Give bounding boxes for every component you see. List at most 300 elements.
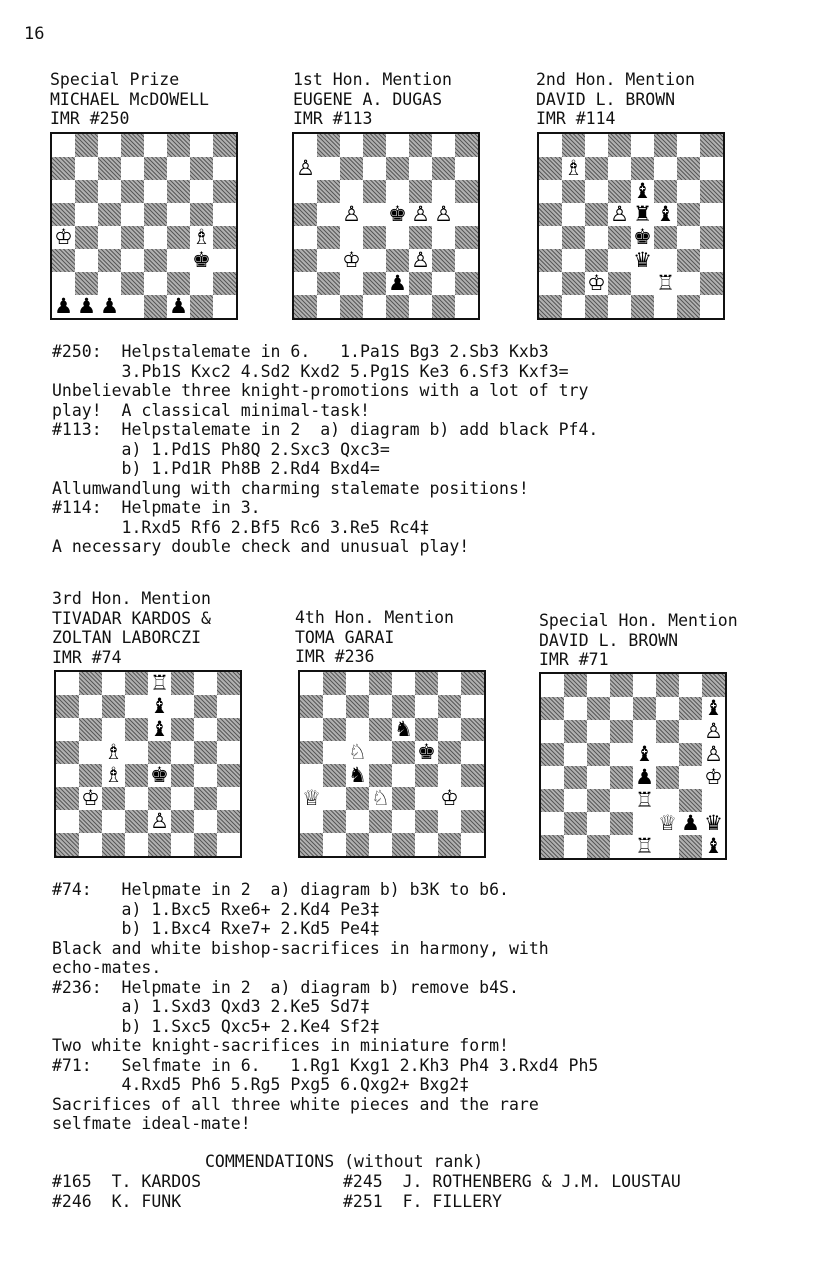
board-square [194, 672, 217, 695]
board-square [79, 672, 102, 695]
top-chess-diagram-3 [537, 132, 725, 320]
board-square [56, 741, 79, 764]
board-square [392, 764, 415, 787]
board-square [171, 764, 194, 787]
board-square [121, 272, 144, 295]
board-square [121, 249, 144, 272]
board-square [562, 203, 585, 226]
board-square [585, 134, 608, 157]
board-square [75, 157, 98, 180]
board-square [432, 134, 455, 157]
board-square [541, 812, 564, 835]
commendation-entry: #251 F. FILLERY [343, 1191, 502, 1211]
board-square [539, 134, 562, 157]
board-square [677, 180, 700, 203]
board-square [144, 226, 167, 249]
board-square [587, 812, 610, 835]
board-square [455, 272, 478, 295]
board-square [677, 272, 700, 295]
board-square [144, 295, 167, 318]
board-square [52, 249, 75, 272]
board-square [98, 249, 121, 272]
board-square [438, 718, 461, 741]
board-square [125, 810, 148, 833]
solution-line: 3.Pb1S Kxc2 4.Sd2 Kxd2 5.Pg1S Ke3 6.Sf3 Kxf3= [52, 361, 569, 381]
board-square [415, 672, 438, 695]
chess-piece-e6: ♝ [633, 179, 652, 203]
board-square [562, 295, 585, 318]
board-square [587, 674, 610, 697]
heading-line: TOMA GARAI [295, 627, 395, 647]
board-square [654, 134, 677, 157]
board-square [125, 833, 148, 856]
chess-piece-f3: ♙ [411, 248, 430, 272]
chess-piece-f1: ♟ [169, 294, 188, 318]
board-square [98, 203, 121, 226]
board-square [369, 695, 392, 718]
chess-piece-g3: ♚ [190, 249, 213, 272]
board-square [562, 226, 585, 249]
board-square [585, 249, 608, 272]
board-square [56, 695, 79, 718]
board-square [79, 695, 102, 718]
board-square [386, 157, 409, 180]
board-square [167, 272, 190, 295]
top-heading-1 [50, 70, 209, 129]
chess-piece-e4: ♚ [633, 225, 652, 249]
board-square [438, 764, 461, 787]
board-square [700, 157, 723, 180]
board-square [369, 672, 392, 695]
board-square [79, 810, 102, 833]
board-square [392, 810, 415, 833]
board-square [677, 157, 700, 180]
board-square [102, 695, 125, 718]
board-square [585, 157, 608, 180]
top-chess-diagram-1 [50, 132, 238, 320]
board-square [409, 272, 432, 295]
board-square [608, 180, 631, 203]
board-square [633, 697, 656, 720]
board-square [75, 180, 98, 203]
solution-line: b) 1.Bxc4 Rxe7+ 2.Kd5 Pe4‡ [52, 919, 380, 938]
board-square [654, 180, 677, 203]
board-square [700, 203, 723, 226]
board-square [167, 157, 190, 180]
board-square [363, 180, 386, 203]
heading-line: IMR #71 [539, 650, 609, 669]
board-square [415, 833, 438, 856]
board-square [121, 295, 144, 318]
board-square [562, 249, 585, 272]
board-square [562, 180, 585, 203]
board-square [409, 226, 432, 249]
board-square [392, 741, 415, 764]
board-square [52, 134, 75, 157]
board-square [171, 695, 194, 718]
board-square [121, 180, 144, 203]
board-square [56, 672, 79, 695]
chess-piece-c2: ♔ [587, 271, 606, 295]
board-square [217, 741, 240, 764]
board-square [700, 249, 723, 272]
board-square [633, 812, 656, 835]
board-square [171, 741, 194, 764]
board-square [386, 226, 409, 249]
chess-piece-e7: ♝ [148, 695, 171, 718]
board-square [217, 810, 240, 833]
board-square [148, 787, 171, 810]
board-square [340, 180, 363, 203]
board-square [656, 835, 679, 858]
solution-line: #236: Helpmate in 2 a) diagram b) remove b4S. [52, 977, 519, 997]
board-square [171, 787, 194, 810]
board-square [631, 272, 654, 295]
board-square [409, 134, 432, 157]
chess-piece-e5: ♚ [386, 203, 409, 226]
board-square [587, 766, 610, 789]
board-square [631, 295, 654, 318]
board-square [677, 226, 700, 249]
board-square [564, 766, 587, 789]
board-square [300, 718, 323, 741]
chess-piece-g5: ♙ [432, 203, 455, 226]
board-square [461, 718, 484, 741]
chess-piece-e5: ♜ [631, 203, 654, 226]
board-square [300, 695, 323, 718]
chess-piece-a7: ♙ [294, 157, 317, 180]
board-square [677, 295, 700, 318]
board-square [702, 789, 725, 812]
solution-line: 1.Rxd5 Rf6 2.Bf5 Rc6 3.Re5 Rc4‡ [52, 517, 430, 537]
solution-line: Sacrifices of all three white pieces and the rare [52, 1094, 539, 1114]
board-square [587, 789, 610, 812]
board-square [125, 741, 148, 764]
board-square [539, 203, 562, 226]
board-square [300, 764, 323, 787]
board-square [679, 720, 702, 743]
board-square [610, 812, 633, 835]
board-square [56, 764, 79, 787]
board-square [52, 203, 75, 226]
board-square [167, 134, 190, 157]
board-square [587, 720, 610, 743]
board-square [317, 203, 340, 226]
solution-line: b) 1.Pd1R Ph8B 2.Rd4 Bxd4= [52, 459, 380, 478]
solution-line: Unbelievable three knight-promotions with a lot of try [52, 381, 589, 400]
board-square [79, 833, 102, 856]
heading-line: 1st Hon. Mention [293, 70, 452, 89]
chess-piece-c4: ♞ [348, 763, 367, 787]
board-square [562, 272, 585, 295]
chess-piece-b3: ♔ [81, 786, 100, 810]
board-square [455, 249, 478, 272]
board-square [432, 295, 455, 318]
board-square [121, 134, 144, 157]
board-square [539, 157, 562, 180]
board-square [144, 180, 167, 203]
bottom-heading-1 [52, 589, 211, 667]
board-square [125, 672, 148, 695]
commendations-col-1 [52, 1172, 201, 1211]
board-square [346, 718, 369, 741]
chess-piece-h2: ♛ [702, 812, 725, 835]
board-square [564, 835, 587, 858]
board-square [432, 157, 455, 180]
board-square [194, 833, 217, 856]
heading-line: MICHAEL McDOWELL [50, 89, 209, 109]
chess-piece-c4: ♗ [104, 763, 123, 787]
board-square [461, 764, 484, 787]
board-square [213, 203, 236, 226]
board-square [654, 295, 677, 318]
board-square [432, 272, 455, 295]
heading-line: ZOLTAN LABORCZI [52, 628, 202, 647]
board-square [102, 787, 125, 810]
board-square [432, 249, 455, 272]
chess-piece-d3: ♘ [371, 786, 390, 810]
board-square [217, 833, 240, 856]
board-square [679, 674, 702, 697]
board-square [167, 203, 190, 226]
board-square [608, 295, 631, 318]
board-square [585, 295, 608, 318]
board-square [656, 697, 679, 720]
board-square [56, 833, 79, 856]
board-square [541, 766, 564, 789]
board-square [125, 764, 148, 787]
board-square [455, 295, 478, 318]
board-square [144, 203, 167, 226]
board-square [125, 787, 148, 810]
board-square [631, 134, 654, 157]
solution-line: #114: Helpmate in 3. [52, 498, 261, 517]
board-square [167, 226, 190, 249]
board-square [461, 672, 484, 695]
board-square [363, 272, 386, 295]
board-square [79, 718, 102, 741]
solution-line: 4.Rxd5 Ph6 5.Rg5 Pxg5 6.Qxg2+ Bxg2‡ [52, 1075, 470, 1094]
board-square [98, 134, 121, 157]
board-square [194, 741, 217, 764]
board-square [171, 810, 194, 833]
board-square [121, 203, 144, 226]
board-square [323, 695, 346, 718]
board-square [585, 180, 608, 203]
board-square [700, 226, 723, 249]
bottom-chess-diagram-2 [298, 670, 486, 858]
board-square [539, 180, 562, 203]
board-square [610, 789, 633, 812]
board-square [363, 157, 386, 180]
board-square [608, 272, 631, 295]
board-square [564, 720, 587, 743]
board-square [75, 249, 98, 272]
chess-piece-g4: ♗ [192, 225, 211, 249]
board-square [363, 134, 386, 157]
board-square [564, 697, 587, 720]
board-square [562, 134, 585, 157]
board-square [171, 833, 194, 856]
board-square [98, 157, 121, 180]
board-square [702, 674, 725, 697]
board-square [700, 272, 723, 295]
board-square [438, 810, 461, 833]
board-square [564, 812, 587, 835]
top-heading-2 [293, 70, 452, 129]
chess-piece-e4: ♟ [635, 765, 654, 789]
top-chess-diagram-2 [292, 132, 480, 320]
board-square [340, 134, 363, 157]
board-square [190, 157, 213, 180]
board-square [539, 249, 562, 272]
heading-line: 4th Hon. Mention [295, 608, 454, 627]
bottom-chess-diagram-3 [539, 672, 727, 860]
solution-line: a) 1.Pd1S Ph8Q 2.Sxc3 Qxc3= [52, 439, 390, 459]
board-square [438, 672, 461, 695]
chess-piece-e4: ♚ [150, 763, 169, 787]
board-square [171, 718, 194, 741]
chess-piece-c3: ♔ [340, 249, 363, 272]
solution-line: Black and white bishop-sacrifices in harmony, with [52, 938, 549, 958]
bottom-heading-2 [295, 608, 454, 667]
board-square [190, 203, 213, 226]
commendation-entry: #245 J. ROTHENBERG & J.M. LOUSTAU [343, 1172, 681, 1191]
board-square [386, 249, 409, 272]
board-square [455, 134, 478, 157]
board-square [317, 157, 340, 180]
board-square [56, 718, 79, 741]
commendation-entry: #165 T. KARDOS [52, 1172, 202, 1191]
board-square [194, 810, 217, 833]
board-square [656, 743, 679, 766]
board-square [415, 718, 438, 741]
chess-piece-g3: ♔ [438, 787, 461, 810]
board-square [656, 674, 679, 697]
board-square [363, 203, 386, 226]
board-square [461, 833, 484, 856]
board-square [190, 295, 213, 318]
board-square [294, 272, 317, 295]
board-square [125, 718, 148, 741]
board-square [633, 674, 656, 697]
heading-line: Special Hon. Mention [539, 611, 738, 630]
chess-piece-e5: ♝ [633, 743, 656, 766]
board-square [190, 134, 213, 157]
board-square [340, 157, 363, 180]
board-square [144, 157, 167, 180]
board-square [409, 295, 432, 318]
board-square [608, 134, 631, 157]
board-square [386, 295, 409, 318]
board-square [317, 272, 340, 295]
solution-line: selfmate ideal-mate! [52, 1114, 251, 1133]
board-square [56, 787, 79, 810]
board-square [409, 180, 432, 203]
board-square [564, 674, 587, 697]
chess-piece-b7: ♗ [564, 156, 583, 180]
board-square [363, 249, 386, 272]
board-square [455, 180, 478, 203]
board-square [213, 157, 236, 180]
board-square [300, 833, 323, 856]
board-square [317, 295, 340, 318]
board-square [52, 180, 75, 203]
board-square [608, 226, 631, 249]
board-square [194, 787, 217, 810]
solution-line: #250: Helpstalemate in 6. 1.Pa1S Bg3 2.Sb3 Kxb3 [52, 342, 549, 361]
board-square [346, 833, 369, 856]
board-square [363, 226, 386, 249]
board-square [432, 226, 455, 249]
board-square [369, 833, 392, 856]
board-square [369, 741, 392, 764]
heading-line: IMR #236 [295, 647, 375, 666]
chess-piece-e3: ♛ [631, 249, 654, 272]
board-square [148, 833, 171, 856]
board-square [369, 764, 392, 787]
board-square [656, 766, 679, 789]
board-square [386, 134, 409, 157]
board-square [654, 226, 677, 249]
board-square [415, 787, 438, 810]
board-square [392, 695, 415, 718]
board-square [587, 835, 610, 858]
board-square [340, 226, 363, 249]
board-square [52, 272, 75, 295]
chess-piece-f2: ♕ [656, 812, 679, 835]
board-square [75, 203, 98, 226]
board-square [346, 787, 369, 810]
board-square [539, 226, 562, 249]
chess-piece-a4: ♔ [54, 225, 73, 249]
board-square [79, 741, 102, 764]
board-square [587, 743, 610, 766]
solution-line: Allumwandlung with charming stalemate positions! [52, 478, 529, 498]
board-square [631, 157, 654, 180]
board-square [213, 295, 236, 318]
board-square [102, 810, 125, 833]
board-square [656, 720, 679, 743]
board-square [102, 672, 125, 695]
chess-piece-e6: ♝ [150, 717, 169, 741]
board-square [98, 180, 121, 203]
board-square [656, 789, 679, 812]
chess-piece-e8: ♖ [150, 671, 169, 695]
chess-piece-f2: ♖ [654, 272, 677, 295]
board-square [294, 134, 317, 157]
commendations-col-2 [343, 1172, 681, 1211]
bottom-chess-diagram-1 [54, 670, 242, 858]
board-square [654, 249, 677, 272]
chess-piece-f5: ♙ [411, 202, 430, 226]
chess-piece-b1: ♟ [77, 294, 96, 318]
chess-piece-h1: ♝ [704, 834, 723, 858]
board-square [346, 672, 369, 695]
board-square [679, 697, 702, 720]
board-square [300, 741, 323, 764]
chess-piece-g2: ♟ [681, 811, 700, 835]
board-square [585, 226, 608, 249]
board-square [340, 295, 363, 318]
board-square [144, 134, 167, 157]
board-square [217, 672, 240, 695]
board-square [213, 180, 236, 203]
board-square [386, 180, 409, 203]
chess-piece-e2: ♙ [150, 809, 169, 833]
commendation-entry: #246 K. FUNK [52, 1191, 182, 1211]
board-square [392, 672, 415, 695]
